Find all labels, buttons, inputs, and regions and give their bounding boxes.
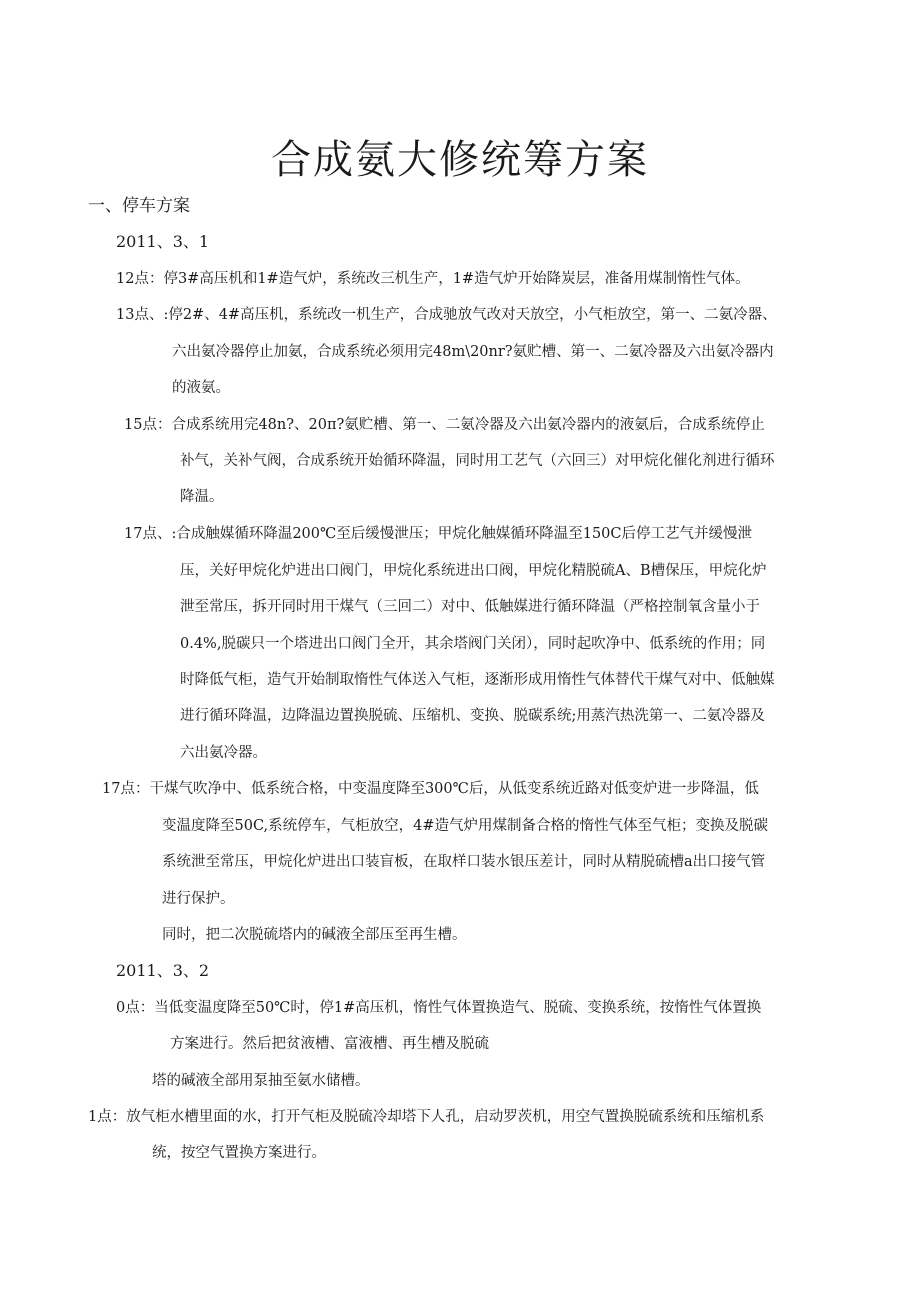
- entry-1-line-1: 1点：放气柜水槽里面的水，打开气柜及脱硫冷却塔下人孔，启动罗茨机，用空气置换脱硫系统和压缩机系: [88, 1109, 765, 1125]
- entry-17b-line-2: 变温度降至50C,系统停车，气柜放空，4#造气炉用煤制备合格的惰性气体至气柜；变换及脱碳: [162, 818, 769, 834]
- entry-17a-line-2: 压，关好甲烷化炉进出口阀门，甲烷化系统进出口阀，甲烷化精脱硫A、B槽保压，甲烷化炉: [180, 563, 767, 579]
- entry-0-line-1: 0点：当低变温度降至50℃时，停1#高压机，惰性气体置换造气、脱硫、变换系统，按惰性气体置换: [116, 1000, 762, 1016]
- entry-15-line-2: 补气，关补气阀，合成系统开始循环降温，同时用工艺气（六回三）对甲烷化催化剂进行循环: [180, 453, 775, 469]
- entry-17a-line-3: 泄至常压，拆开同时用干煤气（三回二）对中、低触媒进行循环降温（严格控制氧含量小于: [180, 599, 760, 615]
- entry-1-line-2: 统，按空气置换方案进行。: [152, 1145, 326, 1161]
- entry-17b-line-5: 同时，把二次脱硫塔内的碱液全部压至再生槽。: [162, 927, 467, 943]
- entry-17a-line-4: 0.4%,脱碳只一个塔进出口阀门全开，其余塔阀门关闭），同时起吹净中、低系统的作用；同: [180, 636, 766, 652]
- section-heading-shutdown-plan: 一、停车方案: [88, 196, 190, 216]
- entry-15-line-1: 15点：合成系统用完48n?、20π?氨贮槽、第一、二氨冷器及六出氨冷器内的液氨后，合成系统停止: [124, 417, 765, 433]
- entry-17b-line-4: 进行保护。: [162, 891, 235, 907]
- entry-17b-line-3: 系统泄至常压，甲烷化炉进出口装盲板，在取样口装水银压差计，同时从精脱硫槽a出口接气管: [162, 854, 766, 870]
- entry-0-line-2: 方案进行。然后把贫液槽、富液槽、再生槽及脱硫: [170, 1036, 489, 1052]
- entry-17a-line-5: 时降低气柜，造气开始制取惰性气体送入气柜，逐渐形成用惰性气体替代干煤气对中、低触媒: [180, 672, 775, 688]
- entry-17a-line-1: 17点、:合成触媒循环降温200℃至后缓慢泄压；甲烷化触媒循环降温至150C后停工艺气并缓慢泄: [124, 526, 752, 542]
- date-heading-day2: 2011、3、2: [116, 961, 210, 980]
- entry-13-line-1: 13点、:停2#、4#高压机，系统改一机生产，合成驰放气改对天放空，小气柜放空，第一、二氨冷器、: [116, 307, 777, 323]
- date-heading-day1: 2011、3、1: [116, 232, 210, 251]
- document-title: 合成氨大修统筹方案: [271, 137, 649, 183]
- entry-0-line-3: 塔的碱液全部用泵抽至氨水储槽。: [152, 1073, 370, 1089]
- entry-12-line-1: 12点：停3#高压机和1#造气炉，系统改三机生产，1#造气炉开始降炭层，准备用煤制惰性气体。: [116, 271, 750, 287]
- entry-13-line-2: 六出氨冷器停止加氨，合成系统必须用完48m\20nr?氨贮槽、第一、二氨冷器及六出氨冷器内: [172, 344, 774, 360]
- entry-13-line-3: 的液氨。: [172, 380, 230, 396]
- entry-17a-line-6: 进行循环降温，边降温边置换脱硫、压缩机、变换、脱碳系统;用蒸汽热洗第一、二氨冷器及: [180, 708, 765, 724]
- entry-15-line-3: 降温。: [180, 489, 224, 505]
- entry-17b-line-1: 17点：干煤气吹净中、低系统合格，中变温度降至300℃后，从低变系统近路对低变炉进一步降温，低: [102, 781, 759, 797]
- entry-17a-line-7: 六出氨冷器。: [180, 745, 267, 761]
